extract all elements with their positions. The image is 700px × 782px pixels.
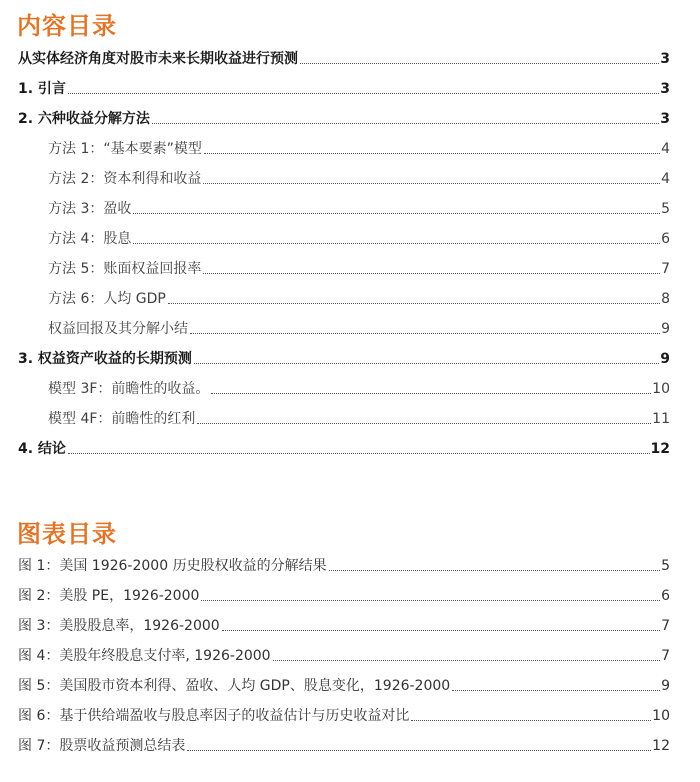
dot-leader bbox=[300, 62, 659, 64]
toc-entry[interactable] bbox=[18, 436, 670, 458]
toc-entry-page: 7 bbox=[661, 261, 670, 277]
toc-entry-page: 4 bbox=[661, 171, 670, 187]
toc-entry-page: 3 bbox=[660, 51, 670, 67]
figure-entry-page: 7 bbox=[661, 618, 670, 634]
dot-leader bbox=[187, 749, 651, 751]
toc-entry[interactable] bbox=[48, 136, 670, 158]
figure-entry-text: 图 3：美股股息率，1926-2000 bbox=[18, 618, 220, 634]
toc-entry-page: 4 bbox=[661, 141, 670, 157]
dot-leader bbox=[411, 719, 651, 721]
toc-entry[interactable] bbox=[18, 76, 670, 98]
toc-entry[interactable] bbox=[48, 226, 670, 248]
dot-leader bbox=[197, 422, 651, 424]
toc-entry-page: 6 bbox=[661, 231, 670, 247]
toc-entry-text: 权益回报及其分解小结 bbox=[48, 321, 188, 337]
dot-leader bbox=[203, 182, 660, 184]
toc-title: 内容目录 bbox=[17, 12, 117, 40]
figure-entry-text: 图 1：美国 1926-2000 历史股权收益的分解结果 bbox=[18, 558, 327, 574]
toc-entry-page: 9 bbox=[661, 321, 670, 337]
toc-entry[interactable] bbox=[48, 256, 670, 278]
figure-entry-text: 图 2：美股 PE，1926-2000 bbox=[18, 588, 200, 604]
figure-entry-text: 图 5：美国股市资本利得、盈收、人均 GDP、股息变化，1926-2000 bbox=[18, 678, 451, 694]
dot-leader bbox=[204, 152, 660, 154]
dot-leader bbox=[273, 659, 661, 661]
toc-entry-page: 5 bbox=[661, 201, 670, 217]
figure-entry-text: 图 7：股票收益预测总结表 bbox=[18, 738, 186, 754]
toc-entry-page: 12 bbox=[650, 441, 670, 457]
figures-title: 图表目录 bbox=[17, 520, 117, 548]
figure-entry-page: 10 bbox=[652, 708, 670, 724]
toc-entry[interactable] bbox=[48, 166, 670, 188]
dot-leader bbox=[452, 689, 660, 691]
toc-entry-text: 模型 3F：前瞻性的收益。 bbox=[48, 381, 210, 397]
dot-leader bbox=[222, 629, 660, 631]
toc-entry-page: 11 bbox=[652, 411, 670, 427]
figure-entry-page: 12 bbox=[652, 738, 670, 754]
toc-entry[interactable] bbox=[48, 406, 670, 428]
toc-entry[interactable] bbox=[48, 376, 670, 398]
toc-entry-text: 方法 4：股息 bbox=[48, 231, 132, 247]
figure-entry[interactable] bbox=[18, 583, 670, 605]
dot-leader bbox=[201, 599, 660, 601]
toc-entry-text: 2. 六种收益分解方法 bbox=[18, 111, 150, 127]
figure-entry-text: 图 4：美股年终股息支付率, 1926-2000 bbox=[18, 648, 271, 664]
toc-entry-text: 3. 权益资产收益的长期预测 bbox=[18, 351, 192, 367]
figure-entry[interactable] bbox=[18, 703, 670, 725]
toc-entry-text: 4. 结论 bbox=[18, 441, 66, 457]
figure-entry[interactable] bbox=[18, 613, 670, 635]
dot-leader bbox=[152, 122, 659, 124]
toc-entry-page: 10 bbox=[652, 381, 670, 397]
toc-entry[interactable] bbox=[48, 286, 670, 308]
dot-leader bbox=[68, 92, 659, 94]
toc-entry-text: 方法 6：人均 GDP bbox=[48, 291, 166, 307]
dot-leader bbox=[194, 362, 659, 364]
toc-entry-text: 模型 4F：前瞻性的红利 bbox=[48, 411, 196, 427]
toc-entry-text: 方法 3：盈收 bbox=[48, 201, 132, 217]
dot-leader bbox=[68, 452, 650, 454]
dot-leader bbox=[211, 392, 651, 394]
toc-entry-text: 1. 引言 bbox=[18, 81, 66, 97]
figure-entry[interactable] bbox=[18, 553, 670, 575]
toc-entry-page: 3 bbox=[660, 81, 670, 97]
figure-entry-page: 5 bbox=[661, 558, 670, 574]
dot-leader bbox=[133, 242, 660, 244]
dot-leader bbox=[203, 272, 660, 274]
toc-entry-text: 方法 1：“基本要素”模型 bbox=[48, 141, 202, 157]
toc-entry-page: 3 bbox=[660, 111, 670, 127]
dot-leader bbox=[190, 332, 660, 334]
toc-entry-page: 9 bbox=[660, 351, 670, 367]
toc-entry-page: 8 bbox=[661, 291, 670, 307]
figure-entry[interactable] bbox=[18, 733, 670, 755]
figure-entry-page: 7 bbox=[661, 648, 670, 664]
figure-entry[interactable] bbox=[18, 643, 670, 665]
toc-entry-text: 从实体经济角度对股市未来长期收益进行预测 bbox=[18, 51, 298, 67]
dot-leader bbox=[329, 569, 661, 571]
toc-entry[interactable] bbox=[18, 106, 670, 128]
figure-entry-page: 6 bbox=[661, 588, 670, 604]
toc-entry[interactable] bbox=[48, 316, 670, 338]
toc-entry-text: 方法 5：账面权益回报率 bbox=[48, 261, 202, 277]
toc-entry[interactable] bbox=[18, 46, 670, 68]
toc-entry-text: 方法 2：资本利得和收益 bbox=[48, 171, 202, 187]
figure-entry[interactable] bbox=[18, 673, 670, 695]
figure-entry-text: 图 6：基于供给端盈收与股息率因子的收益估计与历史收益对比 bbox=[18, 708, 410, 724]
toc-entry[interactable] bbox=[18, 346, 670, 368]
figure-entry-page: 9 bbox=[661, 678, 670, 694]
dot-leader bbox=[168, 302, 660, 304]
toc-entry[interactable] bbox=[48, 196, 670, 218]
dot-leader bbox=[133, 212, 660, 214]
